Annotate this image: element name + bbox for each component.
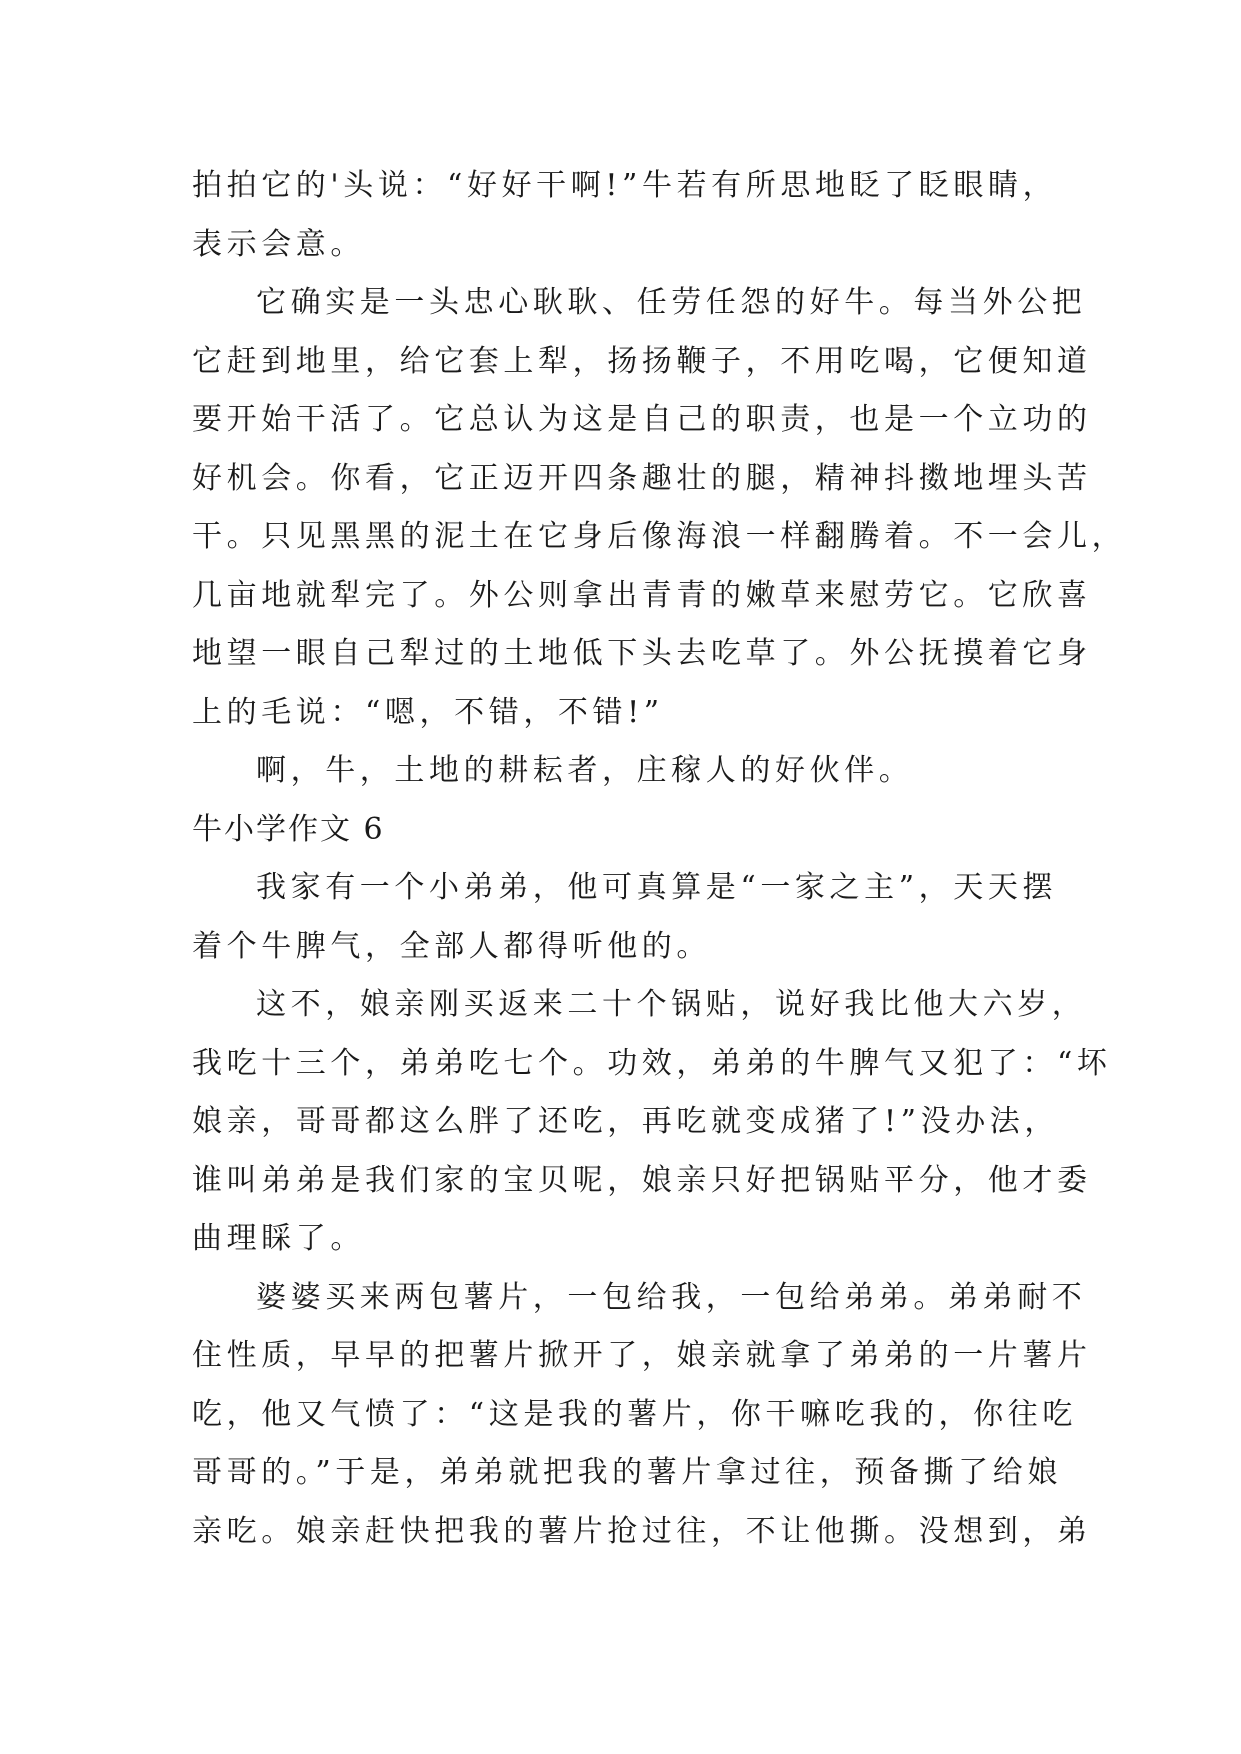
text-line: 它赶到地里，给它套上犁，扬扬鞭子，不用吃喝，它便知道 [192, 343, 1092, 379]
text-line: 要开始干活了。它总认为这是自己的职责，也是一个立功的 [192, 402, 1092, 437]
text-line: 好机会。你看，它正迈开四条趣壮的腿，精神抖擞地埋头苦 [192, 460, 1092, 496]
text-line: 拍拍它的'头说：“好好干啊!”牛若有所思地眨了眨眼睛， [192, 168, 1058, 203]
text-line: 啊，牛，土地的耕耘者，庄稼人的好伙伴。 [256, 753, 914, 788]
text-line: 曲理睬了。 [192, 1221, 365, 1256]
text-line: 地望一眼自己犁过的土地低下头去吃草了。外公抚摸着它身 [192, 636, 1092, 671]
text-line: 干。只见黑黑的泥土在它身后像海浪一样翻腾着。不一会儿， [192, 519, 1127, 554]
text-line: 着个牛脾气，全部人都得听他的。 [192, 928, 711, 964]
text-line: 我吃十三个，弟弟吃七个。功效，弟弟的牛脾气又犯了：“坏 [192, 1045, 1112, 1081]
text-line: 吃，他又气愤了：“这是我的薯片，你干嘛吃我的，你往吃 [192, 1396, 1077, 1432]
text-line: 这不，娘亲刚买返来二十个锅贴，说好我比他大六岁， [256, 987, 1087, 1022]
text-line: 几亩地就犁完了。外公则拿出青青的嫩草来慰劳它。它欣喜 [192, 577, 1092, 613]
text-line: 我家有一个小弟弟，他可真算是“一家之主”，天天摆 [256, 870, 1058, 905]
text-line: 哥哥的。”于是，弟弟就把我的薯片拿过往，预备撕了给娘 [192, 1455, 1062, 1490]
text-line: 上的毛说：“嗯，不错，不错!” [192, 694, 664, 730]
text-line: 亲吃。娘亲赶快把我的薯片抢过往，不让他撕。没想到，弟 [192, 1513, 1092, 1549]
text-line: 谁叫弟弟是我们家的宝贝呢，娘亲只好把锅贴平分，他才委 [192, 1162, 1092, 1198]
text-line: 它确实是一头忠心耿耿、任劳任怨的好牛。每当外公把 [256, 285, 1087, 320]
section-heading: 牛小学作文 6 [192, 811, 385, 847]
text-line: 婆婆买来两包薯片，一包给我，一包给弟弟。弟弟耐不 [256, 1279, 1087, 1315]
text-line: 娘亲，哥哥都这么胖了还吃，再吃就变成猪了!”没办法， [192, 1104, 1059, 1139]
essay-text-body [192, 157, 1127, 1561]
text-line: 表示会意。 [192, 226, 365, 262]
text-line: 住性质，早早的把薯片掀开了，娘亲就拿了弟弟的一片薯片 [192, 1338, 1092, 1373]
